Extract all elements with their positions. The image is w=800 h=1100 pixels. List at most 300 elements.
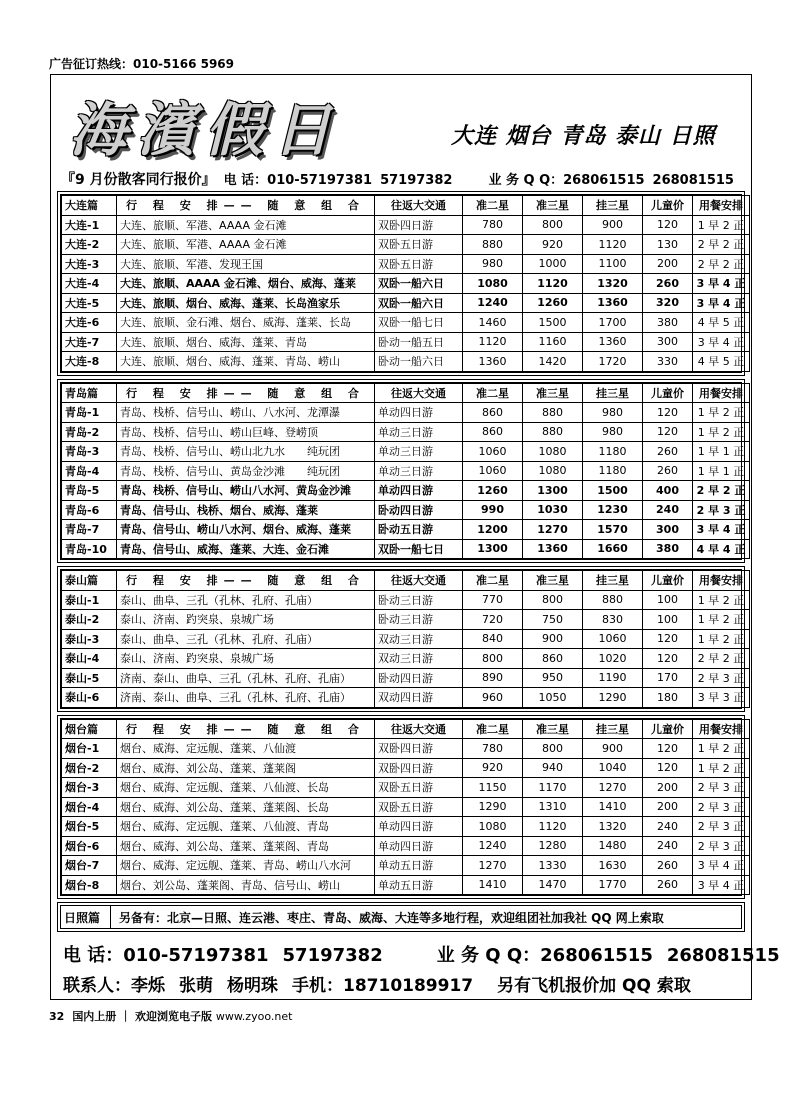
cell-p2: 800 [463, 649, 523, 669]
price-table [61, 570, 750, 708]
cell-p3: 1120 [523, 817, 583, 837]
cell-route: 烟台、刘公岛、蓬莱阁、青岛、信号山、崂山 [117, 875, 375, 895]
column-header: 挂三星 [583, 571, 643, 591]
cell-meal: 2 早 2 正 [693, 235, 750, 255]
page-footer [49, 1008, 292, 1024]
page-frame [50, 74, 780, 1000]
cell-meal: 2 早 3 正 [693, 668, 750, 688]
cell-trans: 双卧五日游 [375, 797, 463, 817]
cell-trans: 卧动一船六日 [375, 352, 463, 372]
cell-child: 120 [643, 758, 693, 778]
bottom-qq-label: 业 务 Q Q： [436, 945, 541, 966]
cell-child: 300 [643, 520, 693, 540]
cell-p4: 1230 [583, 500, 643, 520]
cell-child: 200 [643, 254, 693, 274]
table-row [62, 875, 750, 895]
cell-p4: 1410 [583, 797, 643, 817]
table-row [62, 610, 750, 630]
route-code: 泰山-6 [62, 688, 117, 708]
cell-trans: 双卧五日游 [375, 254, 463, 274]
table-row [62, 778, 750, 798]
cell-meal: 2 早 3 正 [693, 500, 750, 520]
section-1 [57, 379, 745, 564]
table-row [62, 332, 750, 352]
cell-p4: 980 [583, 422, 643, 442]
table-header-row [62, 571, 750, 591]
cell-meal: 4 早 5 正 [693, 352, 750, 372]
cell-p2: 1240 [463, 836, 523, 856]
column-header: 行 程 安 排—— 随 意 组 合 [117, 196, 375, 216]
cell-p3: 940 [523, 758, 583, 778]
cell-route: 青岛、栈桥、信号山、崂山八水河、黄岛金沙滩 [117, 481, 375, 501]
phone-2: 57197382 [380, 173, 453, 188]
qq-label: 业 务 Q Q： [488, 173, 564, 188]
quote-header [61, 169, 742, 189]
cell-route: 大连、旅顺、烟台、威海、蓬莱、青岛、崂山 [117, 352, 375, 372]
cell-p4: 1360 [583, 332, 643, 352]
cell-trans: 单动三日游 [375, 422, 463, 442]
cell-p2: 1410 [463, 875, 523, 895]
cell-p3: 900 [523, 629, 583, 649]
table-row [62, 235, 750, 255]
column-header: 用餐安排 [693, 383, 750, 403]
cell-child: 240 [643, 836, 693, 856]
route-code: 泰山-4 [62, 649, 117, 669]
cell-child: 200 [643, 778, 693, 798]
route-code: 大连-6 [62, 313, 117, 333]
cell-child: 120 [643, 403, 693, 423]
cell-child: 120 [643, 215, 693, 235]
table-row [62, 539, 750, 559]
cell-child: 240 [643, 500, 693, 520]
contacts-line [63, 971, 705, 996]
table-row [62, 758, 750, 778]
route-code: 青岛-6 [62, 500, 117, 520]
table-row [62, 254, 750, 274]
cell-p4: 880 [583, 590, 643, 610]
section-title: 大连篇 [62, 196, 117, 216]
cell-p2: 920 [463, 758, 523, 778]
route-code: 泰山-3 [62, 629, 117, 649]
cell-child: 180 [643, 688, 693, 708]
cell-trans: 单动五日游 [375, 856, 463, 876]
cell-meal: 1 早 1 正 [693, 461, 750, 481]
cell-p2: 1060 [463, 461, 523, 481]
cell-p3: 880 [523, 422, 583, 442]
column-header: 儿童价 [643, 196, 693, 216]
route-code: 烟台-8 [62, 875, 117, 895]
page-number: 32 [49, 1010, 65, 1023]
cell-meal: 3 早 4 正 [693, 875, 750, 895]
table-row [62, 649, 750, 669]
column-header: 挂三星 [583, 383, 643, 403]
cell-p4: 900 [583, 739, 643, 759]
table-row [62, 590, 750, 610]
rizhao-label: 日照篇 [61, 906, 111, 928]
cell-p2: 980 [463, 254, 523, 274]
cell-meal: 3 早 4 正 [693, 520, 750, 540]
column-header: 准二星 [463, 571, 523, 591]
cell-p3: 1360 [523, 539, 583, 559]
cell-p2: 770 [463, 590, 523, 610]
route-code: 青岛-2 [62, 422, 117, 442]
route-code: 烟台-3 [62, 778, 117, 798]
section-0 [57, 191, 745, 376]
table-header-row [62, 383, 750, 403]
cell-route: 烟台、威海、定远舰、蓬莱、青岛、崂山八水河 [117, 856, 375, 876]
section-title: 青岛篇 [62, 383, 117, 403]
route-code: 烟台-7 [62, 856, 117, 876]
cell-p3: 1080 [523, 442, 583, 462]
cell-p2: 1300 [463, 539, 523, 559]
cell-route: 大连、旅顺、军港、AAAA 金石滩 [117, 215, 375, 235]
route-code: 青岛-7 [62, 520, 117, 540]
footer-text: 国内上册 ｜ 欢迎浏览电子版 [72, 1010, 212, 1023]
cell-route: 大连、旅顺、烟台、威海、蓬莱、青岛 [117, 332, 375, 352]
cell-meal: 2 早 2 正 [693, 481, 750, 501]
cell-p3: 1160 [523, 332, 583, 352]
cell-p2: 780 [463, 739, 523, 759]
cell-p2: 1120 [463, 332, 523, 352]
cell-meal: 1 早 2 正 [693, 590, 750, 610]
cell-trans: 单动三日游 [375, 461, 463, 481]
column-header: 准三星 [523, 196, 583, 216]
cell-meal: 2 早 2 正 [693, 649, 750, 669]
bottom-qq-2: 268081515 [666, 945, 780, 966]
table-row [62, 403, 750, 423]
cell-p2: 1200 [463, 520, 523, 540]
cell-p3: 1500 [523, 313, 583, 333]
route-code: 烟台-5 [62, 817, 117, 837]
cell-p3: 1120 [523, 274, 583, 294]
section-title: 烟台篇 [62, 719, 117, 739]
cell-meal: 3 早 4 正 [693, 293, 750, 313]
cell-trans: 双卧一船六日 [375, 293, 463, 313]
cell-child: 380 [643, 313, 693, 333]
cell-child: 120 [643, 739, 693, 759]
route-code: 烟台-2 [62, 758, 117, 778]
route-code: 烟台-6 [62, 836, 117, 856]
cell-p2: 1290 [463, 797, 523, 817]
cell-child: 120 [643, 422, 693, 442]
column-header: 儿童价 [643, 719, 693, 739]
cell-child: 260 [643, 274, 693, 294]
cell-child: 200 [643, 797, 693, 817]
cell-child: 380 [643, 539, 693, 559]
cell-p4: 1040 [583, 758, 643, 778]
cell-meal: 1 早 2 正 [693, 758, 750, 778]
cell-p2: 990 [463, 500, 523, 520]
cell-p2: 1260 [463, 481, 523, 501]
cell-child: 120 [643, 649, 693, 669]
cell-p3: 1330 [523, 856, 583, 876]
route-code: 青岛-3 [62, 442, 117, 462]
cell-child: 260 [643, 442, 693, 462]
route-code: 烟台-4 [62, 797, 117, 817]
cell-p2: 890 [463, 668, 523, 688]
column-header: 准二星 [463, 196, 523, 216]
qq-2: 268081515 [652, 173, 734, 188]
contact-3: 杨明珠 [227, 976, 278, 996]
footer-url: www.zyoo.net [215, 1010, 293, 1023]
cell-trans: 双卧五日游 [375, 235, 463, 255]
cell-child: 330 [643, 352, 693, 372]
cell-trans: 单动三日游 [375, 442, 463, 462]
cell-p4: 980 [583, 403, 643, 423]
cell-p3: 750 [523, 610, 583, 630]
column-header: 往返大交通 [375, 383, 463, 403]
table-row [62, 668, 750, 688]
table-row [62, 422, 750, 442]
price-table [61, 719, 750, 896]
cell-child: 400 [643, 481, 693, 501]
phone-1: 010-57197381 [267, 173, 373, 188]
column-header: 往返大交通 [375, 571, 463, 591]
mobile-label: 手机： [292, 976, 343, 996]
cell-p3: 1300 [523, 481, 583, 501]
table-row [62, 442, 750, 462]
cell-trans: 卧动三日游 [375, 610, 463, 630]
cell-p3: 1050 [523, 688, 583, 708]
cell-p4: 830 [583, 610, 643, 630]
cell-p3: 1030 [523, 500, 583, 520]
table-row [62, 629, 750, 649]
cell-route: 大连、旅顺、AAAA 金石滩、烟台、威海、蓬莱 [117, 274, 375, 294]
cell-trans: 双卧一船七日 [375, 539, 463, 559]
route-code: 烟台-1 [62, 739, 117, 759]
cell-meal: 1 早 1 正 [693, 442, 750, 462]
cell-route: 大连、旅顺、军港、AAAA 金石滩 [117, 235, 375, 255]
cell-trans: 双卧一船六日 [375, 274, 463, 294]
cell-trans: 双卧四日游 [375, 758, 463, 778]
quote-title: 『9 月份散客同行报价』 [61, 172, 216, 188]
route-code: 大连-3 [62, 254, 117, 274]
route-code: 青岛-10 [62, 539, 117, 559]
cell-meal: 2 早 3 正 [693, 778, 750, 798]
phone-label: 电 话： [223, 173, 268, 188]
cell-p4: 1290 [583, 688, 643, 708]
column-header: 用餐安排 [693, 571, 750, 591]
ad-hotline: 广告征订热线：010-5166 5969 [49, 57, 235, 71]
column-header: 准三星 [523, 719, 583, 739]
cell-route: 烟台、威海、刘公岛、蓬莱、蓬莱阁、青岛 [117, 836, 375, 856]
route-code: 大连-1 [62, 215, 117, 235]
cell-p2: 1080 [463, 274, 523, 294]
table-row [62, 739, 750, 759]
table-row [62, 293, 750, 313]
cell-route: 大连、旅顺、金石滩、烟台、威海、蓬莱、长岛 [117, 313, 375, 333]
section-title: 泰山篇 [62, 571, 117, 591]
cell-p3: 800 [523, 590, 583, 610]
cell-p3: 920 [523, 235, 583, 255]
bottom-phone-1: 010-57197381 [123, 945, 269, 966]
cell-meal: 1 早 2 正 [693, 739, 750, 759]
cell-trans: 双动四日游 [375, 688, 463, 708]
cell-p2: 960 [463, 688, 523, 708]
cell-child: 260 [643, 856, 693, 876]
cell-meal: 1 早 2 正 [693, 403, 750, 423]
cell-p2: 860 [463, 403, 523, 423]
table-row [62, 817, 750, 837]
cell-trans: 卧动四日游 [375, 668, 463, 688]
bottom-phone-label: 电 话： [63, 945, 124, 966]
column-header: 准二星 [463, 383, 523, 403]
cell-trans: 双卧四日游 [375, 739, 463, 759]
table-row [62, 274, 750, 294]
cell-p2: 860 [463, 422, 523, 442]
price-table [61, 195, 750, 372]
table-header-row [62, 196, 750, 216]
cell-p4: 1360 [583, 293, 643, 313]
cell-p4: 1180 [583, 461, 643, 481]
column-header: 行 程 安 排—— 随 意 组 合 [117, 571, 375, 591]
cell-child: 300 [643, 332, 693, 352]
column-header: 挂三星 [583, 719, 643, 739]
cell-route: 青岛、信号山、崂山八水河、烟台、威海、蓬莱 [117, 520, 375, 540]
table-row [62, 856, 750, 876]
route-code: 青岛-1 [62, 403, 117, 423]
cell-meal: 1 早 2 正 [693, 610, 750, 630]
cell-trans: 双动三日游 [375, 649, 463, 669]
cell-p3: 1420 [523, 352, 583, 372]
table-row [62, 836, 750, 856]
rizhao-note: 另备有：北京—日照、连云港、枣庄、青岛、威海、大连等多地行程，欢迎组团社加我社 QQ 网上索取 [119, 910, 664, 925]
cell-trans: 卧动五日游 [375, 520, 463, 540]
cell-p3: 1000 [523, 254, 583, 274]
cell-p2: 780 [463, 215, 523, 235]
cell-route: 烟台、威海、定远舰、蓬莱、八仙渡、长岛 [117, 778, 375, 798]
cell-p4: 1500 [583, 481, 643, 501]
cell-p3: 1470 [523, 875, 583, 895]
cell-p2: 1150 [463, 778, 523, 798]
qq-1: 268061515 [563, 173, 645, 188]
cell-p4: 1660 [583, 539, 643, 559]
cell-p4: 1100 [583, 254, 643, 274]
brand-logo: 海濱假日 [69, 96, 342, 164]
cell-p3: 1080 [523, 461, 583, 481]
contact-1: 李烁 [131, 976, 165, 996]
cell-child: 130 [643, 235, 693, 255]
cell-p3: 800 [523, 739, 583, 759]
table-row [62, 313, 750, 333]
cell-p4: 1270 [583, 778, 643, 798]
cell-p2: 1460 [463, 313, 523, 333]
cell-trans: 双卧一船七日 [375, 313, 463, 333]
route-code: 大连-2 [62, 235, 117, 255]
column-header: 挂三星 [583, 196, 643, 216]
section-2 [57, 566, 745, 712]
price-tables [57, 191, 745, 932]
cell-p3: 880 [523, 403, 583, 423]
cell-route: 青岛、信号山、栈桥、烟台、威海、蓬莱 [117, 500, 375, 520]
cell-p2: 1060 [463, 442, 523, 462]
cell-p4: 1180 [583, 442, 643, 462]
cell-child: 320 [643, 293, 693, 313]
cell-meal: 4 早 5 正 [693, 313, 750, 333]
cell-p4: 900 [583, 215, 643, 235]
route-code: 泰山-2 [62, 610, 117, 630]
cell-route: 大连、旅顺、军港、发现王国 [117, 254, 375, 274]
cell-p2: 1240 [463, 293, 523, 313]
column-header: 儿童价 [643, 571, 693, 591]
cell-p4: 1320 [583, 817, 643, 837]
contact-2: 张萌 [179, 976, 213, 996]
cell-child: 240 [643, 817, 693, 837]
column-header: 用餐安排 [693, 196, 750, 216]
route-code: 大连-7 [62, 332, 117, 352]
cell-meal: 1 早 2 正 [693, 215, 750, 235]
cell-meal: 3 早 4 正 [693, 332, 750, 352]
cell-p4: 1120 [583, 235, 643, 255]
cell-trans: 双卧四日游 [375, 215, 463, 235]
cell-trans: 卧动一船五日 [375, 332, 463, 352]
cell-meal: 3 早 3 正 [693, 688, 750, 708]
cell-route: 烟台、威海、刘公岛、蓬莱、蓬莱阁、长岛 [117, 797, 375, 817]
route-code: 青岛-5 [62, 481, 117, 501]
cell-p4: 1770 [583, 875, 643, 895]
cell-p4: 1020 [583, 649, 643, 669]
table-row [62, 352, 750, 372]
column-header: 儿童价 [643, 383, 693, 403]
column-header: 准三星 [523, 383, 583, 403]
cell-p4: 1320 [583, 274, 643, 294]
table-row [62, 688, 750, 708]
cell-route: 济南、泰山、曲阜、三孔（孔林、孔府、孔庙） [117, 668, 375, 688]
cell-child: 260 [643, 875, 693, 895]
route-code: 大连-5 [62, 293, 117, 313]
cell-trans: 单动五日游 [375, 875, 463, 895]
cell-meal: 4 早 4 正 [693, 539, 750, 559]
cell-trans: 卧动四日游 [375, 500, 463, 520]
cell-trans: 单动四日游 [375, 403, 463, 423]
banner [51, 75, 751, 169]
cell-route: 泰山、济南、趵突泉、泉城广场 [117, 610, 375, 630]
cell-meal: 2 早 3 正 [693, 836, 750, 856]
table-header-row [62, 719, 750, 739]
table-row [62, 215, 750, 235]
cell-meal: 1 早 2 正 [693, 422, 750, 442]
cell-route: 烟台、威海、定远舰、蓬莱、八仙渡 [117, 739, 375, 759]
route-code: 大连-8 [62, 352, 117, 372]
cell-p3: 1260 [523, 293, 583, 313]
section-3 [57, 715, 745, 900]
route-code: 泰山-5 [62, 668, 117, 688]
cell-p3: 1310 [523, 797, 583, 817]
bottom-qq-1: 268061515 [540, 945, 653, 966]
column-header: 准三星 [523, 571, 583, 591]
rizhao-note-row [57, 902, 745, 932]
cell-p3: 950 [523, 668, 583, 688]
cell-child: 260 [643, 461, 693, 481]
cell-p4: 1060 [583, 629, 643, 649]
cell-meal: 3 早 4 正 [693, 274, 750, 294]
cell-meal: 1 早 2 正 [693, 629, 750, 649]
cell-p2: 840 [463, 629, 523, 649]
cell-route: 青岛、信号山、威海、蓬莱、大连、金石滩 [117, 539, 375, 559]
cell-meal: 2 早 3 正 [693, 817, 750, 837]
cell-p2: 1270 [463, 856, 523, 876]
cell-trans: 双卧五日游 [375, 778, 463, 798]
cell-meal: 2 早 3 正 [693, 797, 750, 817]
table-row [62, 481, 750, 501]
cell-p3: 1170 [523, 778, 583, 798]
bottom-phone-2: 57197382 [282, 945, 383, 966]
cell-p3: 860 [523, 649, 583, 669]
cell-route: 烟台、威海、刘公岛、蓬莱、蓬莱阁 [117, 758, 375, 778]
cell-trans: 单动四日游 [375, 481, 463, 501]
destinations-slogan: 大连 烟台 青岛 泰山 日照 [451, 123, 716, 149]
cell-p2: 1080 [463, 817, 523, 837]
